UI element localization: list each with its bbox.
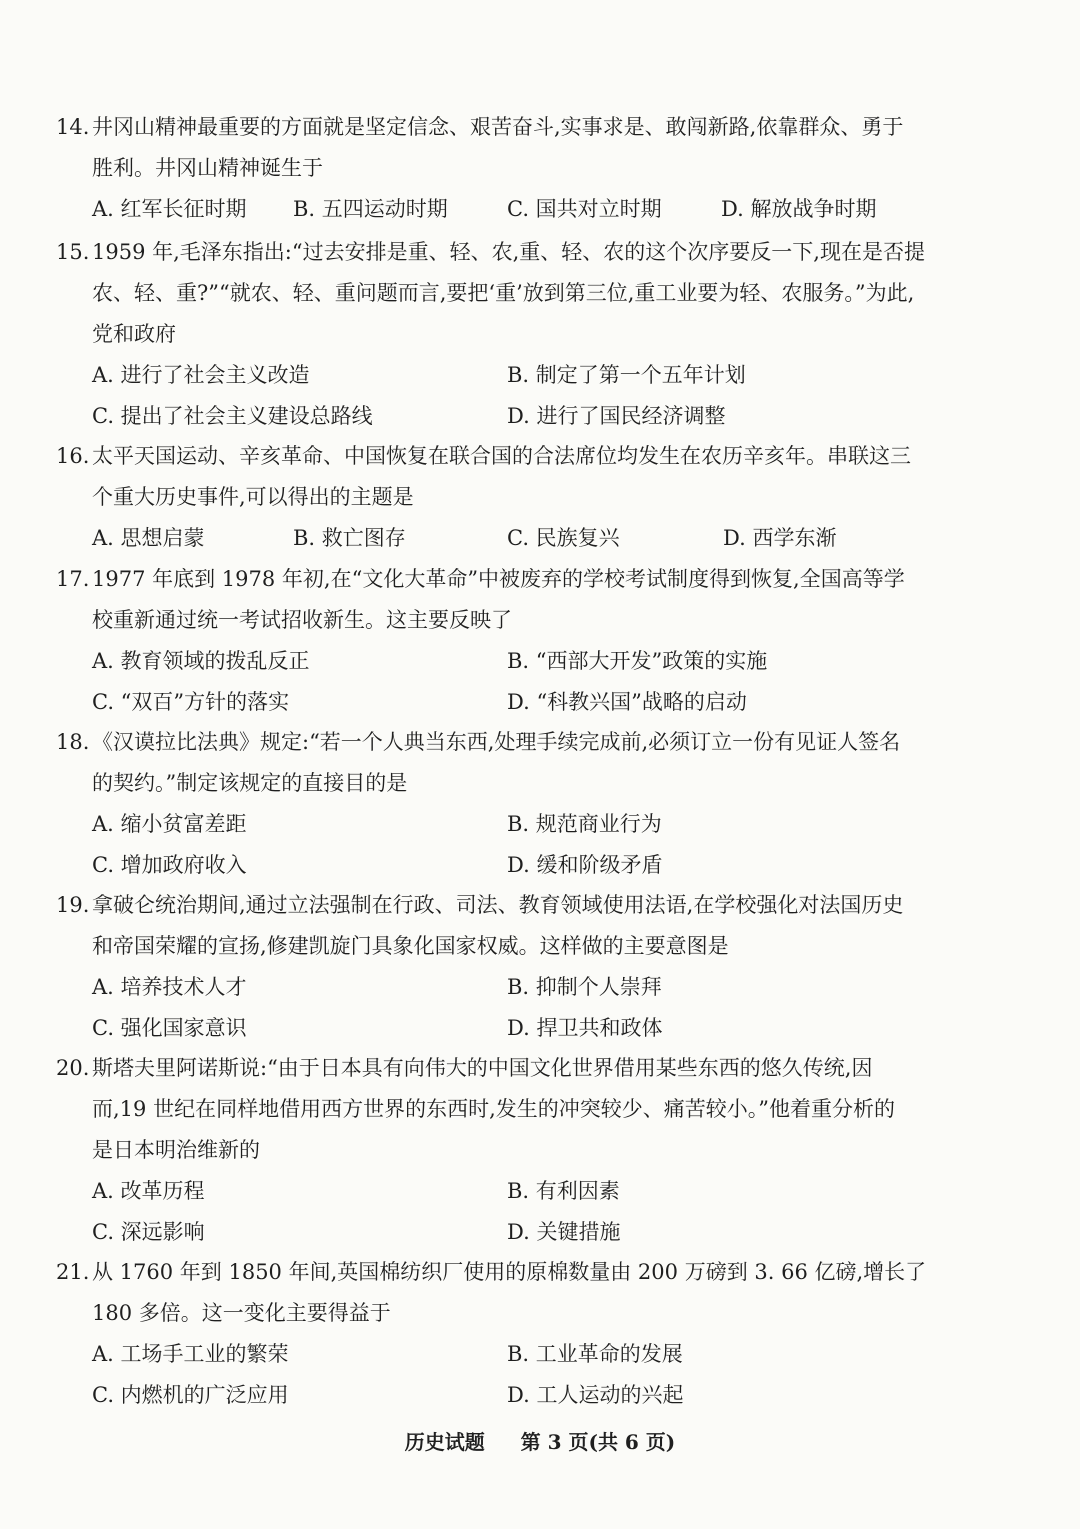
question-stem-line xyxy=(56,885,966,926)
question-stem-line xyxy=(56,722,966,763)
question-stem-line xyxy=(56,107,966,148)
option-b[interactable]: B. 抑制个人崇拜 xyxy=(507,975,662,999)
question-text: 拿破仑统治期间,通过立法强制在行政、司法、教育领域使用法语,在学校强化对法国历史 xyxy=(92,893,904,917)
question-stem-line: 180 多倍。这一变化主要得益于 xyxy=(92,1301,391,1325)
option-row xyxy=(56,804,966,845)
option-row xyxy=(56,1334,966,1375)
question-stem-line xyxy=(56,436,966,477)
option-b[interactable]: B. “西部大开发”政策的实施 xyxy=(507,649,768,673)
footer-subject: 历史试题 xyxy=(404,1430,485,1454)
option-d[interactable]: D. 进行了国民经济调整 xyxy=(507,404,726,428)
question-text: 太平天国运动、辛亥革命、中国恢复在联合国的合法席位均发生在农历辛亥年。串联这三 xyxy=(92,444,911,468)
option-a[interactable]: A. 进行了社会主义改造 xyxy=(92,363,310,387)
option-b[interactable]: B. 规范商业行为 xyxy=(507,812,662,836)
option-d[interactable]: D. 缓和阶级矛盾 xyxy=(507,853,663,877)
question-17 xyxy=(56,559,966,723)
option-row xyxy=(56,1212,966,1253)
option-b[interactable]: B. 制定了第一个五年计划 xyxy=(507,363,746,387)
question-15 xyxy=(56,232,966,437)
question-16 xyxy=(56,436,966,559)
question-19 xyxy=(56,885,966,1049)
question-stem-line xyxy=(56,1252,966,1293)
question-number: 17. xyxy=(56,567,90,591)
option-row xyxy=(56,967,966,1008)
option-row xyxy=(56,1008,966,1049)
question-stem-line: 的契约。”制定该规定的直接目的是 xyxy=(92,771,408,795)
question-stem-line: 胜利。井冈山精神诞生于 xyxy=(92,156,323,180)
option-c[interactable]: C. “双百”方针的落实 xyxy=(92,690,290,714)
option-row xyxy=(56,1375,966,1416)
question-text: 井冈山精神最重要的方面就是坚定信念、艰苦奋斗,实事求是、敢闯新路,依靠群众、勇于 xyxy=(92,115,904,139)
footer-page-number: 第 3 页(共 6 页) xyxy=(520,1430,676,1454)
option-a[interactable]: A. 思想启蒙 xyxy=(92,526,205,550)
option-b[interactable]: B. 有利因素 xyxy=(507,1179,620,1203)
question-stem-line xyxy=(56,232,966,273)
option-a[interactable]: A. 培养技术人才 xyxy=(92,975,247,999)
option-row xyxy=(56,641,966,682)
question-text: 从 1760 年到 1850 年间,英国棉纺织厂使用的原棉数量由 200 万磅到 3. 66 亿磅,增长了 xyxy=(92,1260,927,1284)
question-number: 15. xyxy=(56,240,90,264)
option-row xyxy=(56,189,966,230)
question-20 xyxy=(56,1048,966,1253)
question-number: 14. xyxy=(56,115,90,139)
option-row xyxy=(56,845,966,886)
option-row xyxy=(56,355,966,396)
question-21 xyxy=(56,1252,966,1416)
option-row xyxy=(56,396,966,437)
question-stem-line: 校重新通过统一考试招收新生。这主要反映了 xyxy=(92,608,512,632)
option-a[interactable]: A. 红军长征时期 xyxy=(92,197,247,221)
option-a[interactable]: A. 教育领域的拨乱反正 xyxy=(92,649,310,673)
option-a[interactable]: A. 改革历程 xyxy=(92,1179,205,1203)
question-text: 1959 年,毛泽东指出:“过去安排是重、轻、农,重、轻、农的这个次序要反一下,现在是否提 xyxy=(92,240,925,264)
question-text: 1977 年底到 1978 年初,在“文化大革命”中被废弃的学校考试制度得到恢复,全国高等学 xyxy=(92,567,905,591)
question-14 xyxy=(56,107,966,230)
question-text: 《汉谟拉比法典》规定:“若一个人典当东西,处理手续完成前,必须订立一份有见证人签名 xyxy=(92,730,901,754)
question-stem-line xyxy=(56,559,966,600)
question-number: 18. xyxy=(56,730,90,754)
question-text: 斯塔夫里阿诺斯说:“由于日本具有向伟大的中国文化世界借用某些东西的悠久传统,因 xyxy=(92,1056,873,1080)
question-stem-line: 农、轻、重?”“就农、轻、重问题而言,要把‘重’放到第三位,重工业要为轻、农服务。”为此, xyxy=(92,281,915,305)
option-c[interactable]: C. 深远影响 xyxy=(92,1220,205,1244)
question-stem-line: 而,19 世纪在同样地借用西方世界的东西时,发生的冲突较少、痛苦较小。”他着重分析的 xyxy=(92,1097,895,1121)
option-b[interactable]: B. 五四运动时期 xyxy=(293,197,448,221)
option-c[interactable]: C. 提出了社会主义建设总路线 xyxy=(92,404,373,428)
question-stem-line xyxy=(56,1048,966,1089)
option-c[interactable]: C. 国共对立时期 xyxy=(507,197,662,221)
option-d[interactable]: D. 西学东渐 xyxy=(723,526,837,550)
question-stem-line: 党和政府 xyxy=(92,322,176,346)
option-d[interactable]: D. 工人运动的兴起 xyxy=(507,1383,684,1407)
question-stem-line: 个重大历史事件,可以得出的主题是 xyxy=(92,485,414,509)
question-stem-line: 是日本明治维新的 xyxy=(92,1138,260,1162)
option-c[interactable]: C. 增加政府收入 xyxy=(92,853,247,877)
question-number: 21. xyxy=(56,1260,90,1284)
option-d[interactable]: D. 解放战争时期 xyxy=(721,197,877,221)
question-18 xyxy=(56,722,966,886)
option-d[interactable]: D. 关键措施 xyxy=(507,1220,621,1244)
question-number: 20. xyxy=(56,1056,90,1080)
question-number: 19. xyxy=(56,893,90,917)
option-c[interactable]: C. 民族复兴 xyxy=(507,526,620,550)
option-a[interactable]: A. 缩小贫富差距 xyxy=(92,812,247,836)
page-footer xyxy=(0,1424,1080,1460)
option-row xyxy=(56,682,966,723)
option-b[interactable]: B. 工业革命的发展 xyxy=(507,1342,683,1366)
question-stem-line: 和帝国荣耀的宣扬,修建凯旋门具象化国家权威。这样做的主要意图是 xyxy=(92,934,729,958)
option-d[interactable]: D. 捍卫共和政体 xyxy=(507,1016,663,1040)
question-number: 16. xyxy=(56,444,90,468)
option-c[interactable]: C. 强化国家意识 xyxy=(92,1016,247,1040)
option-row xyxy=(56,1171,966,1212)
option-a[interactable]: A. 工场手工业的繁荣 xyxy=(92,1342,289,1366)
option-b[interactable]: B. 救亡图存 xyxy=(293,526,406,550)
option-d[interactable]: D. “科教兴国”战略的启动 xyxy=(507,690,747,714)
option-row xyxy=(56,518,966,559)
option-c[interactable]: C. 内燃机的广泛应用 xyxy=(92,1383,289,1407)
